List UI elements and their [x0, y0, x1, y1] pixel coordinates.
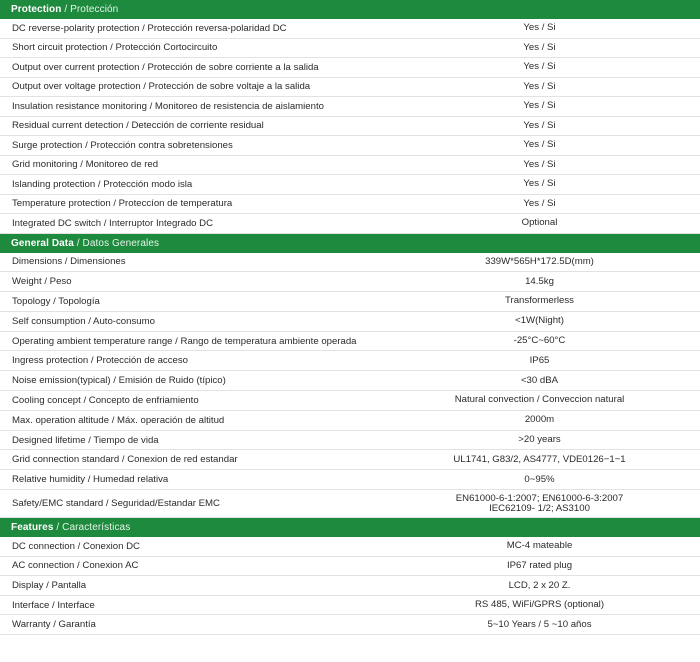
row-value: Yes / Si	[523, 158, 556, 170]
row-value: Yes / Si	[523, 197, 556, 209]
table-row	[0, 576, 700, 596]
section-header-features	[0, 518, 700, 537]
row-label: Designed lifetime / Tiempo de vida	[12, 434, 159, 446]
row-value-line-1: EN61000-6-1:2007; EN61000-6-3:2007	[455, 492, 624, 504]
table-row	[0, 596, 700, 616]
table-row	[0, 117, 700, 137]
general-data-table	[0, 253, 700, 519]
row-value: Yes / Si	[523, 178, 556, 190]
table-row	[0, 97, 700, 117]
protection-table	[0, 19, 700, 234]
row-label: Cooling concept / Concepto de enfriamiento	[12, 394, 199, 406]
table-row	[0, 253, 700, 273]
row-label: Temperature protection / Proteccíon de temperatura	[12, 198, 233, 210]
row-label: Topology / Topología	[12, 295, 100, 307]
row-value: Yes / Si	[523, 41, 556, 53]
row-label: Residual current detection / Detección de corriente residual	[12, 120, 264, 132]
section-header-general-data	[0, 234, 700, 253]
row-label: Ingress protection / Protección de acceso	[12, 355, 188, 367]
row-label: Relative humidity / Humedad relativa	[12, 474, 169, 486]
row-label: Grid connection standard / Conexion de red estandar	[12, 454, 238, 466]
row-value: IP65	[529, 354, 550, 366]
row-label: Surge protection / Protección contra sobretensiones	[12, 139, 233, 151]
section-subtitle: / Protección	[61, 4, 119, 15]
table-row	[0, 431, 700, 451]
table-row	[0, 332, 700, 352]
row-label: DC reverse-polarity protection / Protección reversa-polaridad DC	[12, 22, 287, 34]
table-row	[0, 58, 700, 78]
row-label: Short circuit protection / Protección Cortocircuito	[12, 42, 218, 54]
row-value: >20 years	[518, 434, 561, 446]
row-label: Output over current protection / Protección de sobre corriente a la salida	[12, 61, 319, 73]
row-value: Transformerless	[505, 295, 574, 307]
row-label: Operating ambient temperature range / Rango de temperatura ambiente operada	[12, 335, 357, 347]
row-value: Yes / Si	[523, 61, 556, 73]
table-row	[0, 312, 700, 332]
features-table	[0, 537, 700, 635]
row-label: Self consumption / Auto-consumo	[12, 315, 155, 327]
table-row	[0, 450, 700, 470]
row-value: MC-4 mateable	[506, 540, 573, 552]
row-value: LCD, 2 x 20 Z.	[508, 579, 571, 591]
table-row	[0, 136, 700, 156]
row-value: Yes / Si	[523, 119, 556, 131]
row-value: IP67 rated plug	[506, 559, 573, 571]
table-row	[0, 195, 700, 215]
table-row	[0, 78, 700, 98]
row-label: Grid monitoring / Monitoreo de red	[12, 159, 159, 171]
section-subtitle: / Datos Generales	[73, 237, 160, 249]
section-title: Protection	[11, 4, 62, 15]
table-row	[0, 39, 700, 59]
row-value: UL1741, G83/2, AS4777, VDE0126−1−1	[453, 453, 626, 465]
row-value: 14.5kg	[525, 275, 554, 287]
table-row	[0, 214, 700, 234]
row-label: Safety/EMC standard / Seguridad/Estandar EMC	[12, 498, 220, 510]
row-value-line-2: IEC62109- 1/2; AS3100	[489, 502, 590, 514]
row-label: Noise emission(typical) / Emisión de Ruido (típico)	[12, 375, 226, 387]
table-row	[0, 19, 700, 39]
row-value: Yes / Si	[523, 22, 556, 34]
row-label: AC connection / Conexion AC	[12, 560, 139, 572]
row-label: Max. operation altitude / Máx. operación de altitud	[12, 414, 225, 426]
table-row	[0, 351, 700, 371]
row-value	[449, 494, 700, 514]
row-label: Interface / Interface	[12, 599, 95, 611]
table-row	[0, 615, 700, 635]
row-value: Optional	[521, 217, 558, 229]
row-value: Natural convection / Conveccion natural	[454, 394, 625, 406]
row-label: Integrated DC switch / Interruptor Integrado DC	[12, 217, 214, 229]
row-label: Insulation resistance monitoring / Monitoreo de resistencia de aislamiento	[12, 100, 324, 112]
row-label: Warranty / Garantía	[12, 619, 96, 631]
section-title: General Data	[11, 237, 74, 249]
row-label: Dimensions / Dimensiones	[12, 256, 126, 268]
table-row	[0, 411, 700, 431]
table-row	[0, 175, 700, 195]
table-row	[0, 391, 700, 411]
section-subtitle: / Características	[53, 522, 131, 534]
row-value: Yes / Si	[523, 139, 556, 151]
table-row	[0, 537, 700, 557]
row-value: 2000m	[524, 414, 555, 426]
section-title: Features	[11, 522, 54, 534]
table-row	[0, 470, 700, 490]
table-row	[0, 156, 700, 176]
row-value: 5~10 Years / 5 ~10 años	[487, 618, 592, 630]
row-value: 339W*565H*172.5D(mm)	[485, 255, 594, 267]
row-label: Weight / Peso	[12, 276, 72, 288]
table-row	[0, 371, 700, 391]
row-value: Yes / Si	[523, 80, 556, 92]
row-value: <1W(Night)	[515, 315, 564, 327]
row-label: Display / Pantalla	[12, 580, 87, 592]
row-value: Yes / Si	[523, 100, 556, 112]
row-label: DC connection / Conexion DC	[12, 540, 140, 552]
table-row	[0, 292, 700, 312]
table-row	[0, 272, 700, 292]
row-value: <30 dBA	[520, 374, 559, 386]
table-row	[0, 490, 700, 518]
row-value: RS 485, WiFi/GPRS (optional)	[474, 599, 605, 611]
row-label: Output over voltage protection / Protección de sobre voltaje a la salida	[12, 81, 311, 93]
row-value: 0~95%	[524, 473, 555, 485]
table-row	[0, 557, 700, 577]
section-header-protection	[0, 0, 700, 19]
row-label: Islanding protection / Protección modo isla	[12, 178, 193, 190]
row-value: -25°C~60°C	[513, 335, 566, 347]
